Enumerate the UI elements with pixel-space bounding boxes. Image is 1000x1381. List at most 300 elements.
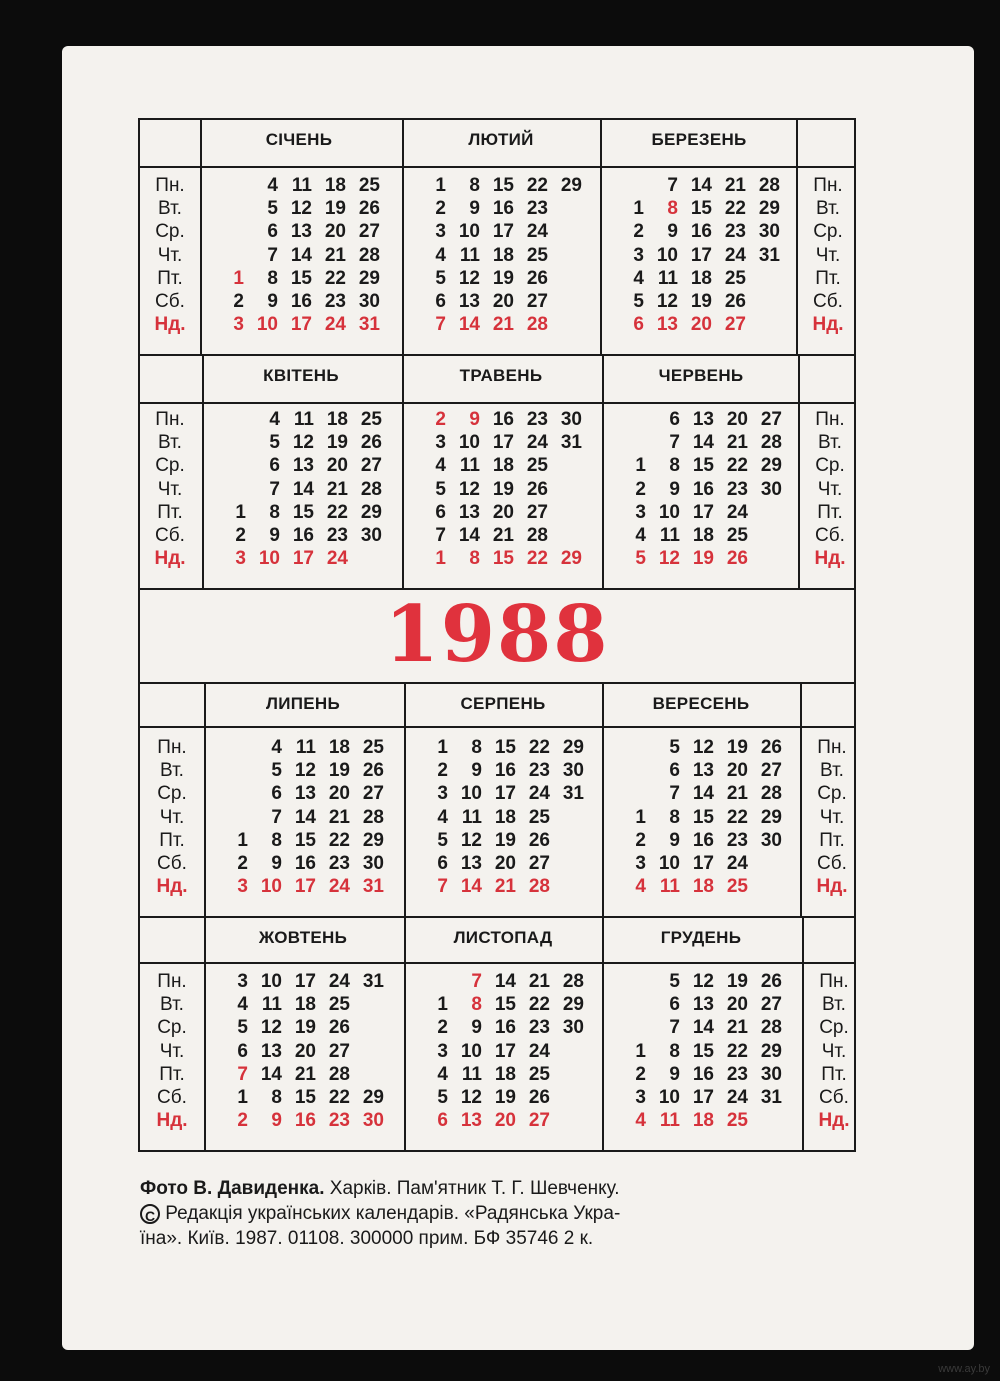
day-number: 1 (437, 994, 448, 1016)
week-row (418, 782, 598, 805)
photo-credit: Фото В. Давиденка. (140, 1178, 325, 1199)
day-number: 25 (526, 455, 548, 477)
weekday-label: Нд. (812, 314, 844, 336)
day-number: 10 (260, 971, 282, 992)
day-number: 18 (328, 737, 350, 758)
day-number: 30 (562, 1017, 584, 1039)
day-number: 31 (358, 314, 380, 336)
day-number: 21 (726, 432, 748, 454)
day-number: 19 (690, 290, 712, 312)
week-row (416, 313, 596, 336)
day-number: 4 (635, 876, 646, 898)
day-number: 1 (633, 198, 644, 220)
week-row (218, 970, 398, 993)
day-number: 25 (360, 409, 382, 430)
weekday-labels-left (142, 970, 202, 1132)
week-row (218, 852, 398, 875)
day-number: 19 (726, 971, 748, 992)
day-number: 20 (726, 409, 748, 430)
day-number: 26 (526, 478, 548, 500)
day-number: 5 (437, 829, 448, 851)
day-number: 25 (362, 737, 384, 758)
day-number: 7 (271, 806, 282, 828)
day-number: 14 (292, 478, 314, 500)
week-row (614, 174, 794, 197)
weekday-label: Пн. (813, 175, 843, 196)
week-row (616, 431, 796, 454)
day-number: 14 (290, 244, 312, 266)
week-row (418, 736, 598, 759)
day-number: 26 (526, 267, 548, 289)
day-number: 30 (362, 1110, 384, 1132)
month-name: ГРУДЕНЬ (660, 928, 742, 947)
week-row (214, 267, 394, 290)
weekday-label: Ср. (155, 221, 185, 243)
month-name: ЛЮТИЙ (468, 130, 534, 149)
month-name: ЧЕРВЕНЬ (658, 366, 744, 385)
day-number: 31 (362, 971, 384, 992)
day-number: 4 (437, 1063, 448, 1085)
week-row (616, 806, 796, 829)
weekday-label: Нд. (814, 548, 846, 570)
week-row (416, 431, 596, 454)
day-number: 12 (692, 737, 714, 758)
week-row (218, 759, 398, 782)
week-row (218, 1040, 398, 1063)
day-number: 12 (290, 198, 312, 220)
month-days (218, 970, 398, 1132)
week-row (616, 501, 796, 524)
day-number: 21 (294, 1063, 316, 1085)
weekday-label: Пт. (817, 501, 843, 523)
week-row (616, 1063, 796, 1086)
day-number: 2 (437, 1017, 448, 1039)
day-number: 6 (669, 760, 680, 782)
day-number: 29 (360, 501, 382, 523)
day-number: 8 (469, 175, 480, 196)
day-number: 1 (237, 1086, 248, 1108)
day-number: 26 (528, 1086, 550, 1108)
day-number: 7 (435, 524, 446, 546)
day-number: 12 (294, 760, 316, 782)
day-number: 25 (726, 876, 748, 898)
weekday-label: Пт. (157, 267, 183, 289)
day-number: 30 (760, 829, 782, 851)
day-number: 20 (494, 1110, 516, 1132)
day-number: 18 (294, 994, 316, 1016)
day-number: 30 (760, 478, 782, 500)
day-number: 3 (437, 783, 448, 805)
week-row (616, 852, 796, 875)
weekday-label: Чт. (157, 244, 183, 266)
day-number: 1 (435, 548, 446, 570)
day-number: 29 (562, 737, 584, 758)
week-row (218, 782, 398, 805)
week-row (616, 759, 796, 782)
day-number: 26 (726, 548, 748, 570)
day-number: 29 (362, 1086, 384, 1108)
weekday-label: Ср. (819, 1017, 849, 1039)
day-number: 21 (726, 1017, 748, 1039)
day-number: 25 (726, 524, 748, 546)
photo-caption: Харків. Пам'ятник Т. Г. Шевченку. (324, 1178, 620, 1199)
weekday-label: Чт. (815, 244, 841, 266)
day-number: 11 (461, 1063, 482, 1085)
day-number: 17 (494, 1040, 516, 1062)
day-number: 25 (724, 267, 746, 289)
day-number: 20 (492, 290, 514, 312)
day-number: 2 (233, 290, 244, 312)
day-number: 12 (458, 267, 480, 289)
day-number: 24 (328, 971, 350, 992)
day-number: 3 (635, 501, 646, 523)
day-number: 18 (494, 1063, 516, 1085)
day-number: 22 (526, 175, 548, 196)
day-number: 10 (658, 1086, 680, 1108)
day-number: 29 (760, 455, 782, 477)
day-number: 3 (237, 971, 248, 992)
day-number: 3 (635, 1086, 646, 1108)
day-number: 1 (635, 806, 646, 828)
day-number: 2 (633, 221, 644, 243)
week-row (418, 875, 598, 898)
day-number: 8 (267, 267, 278, 289)
day-number: 22 (724, 198, 746, 220)
day-number: 12 (260, 1017, 282, 1039)
weekday-labels-right (804, 970, 864, 1132)
day-number: 3 (437, 1040, 448, 1062)
day-number: 26 (724, 290, 746, 312)
week-row (214, 220, 394, 243)
day-number: 29 (758, 198, 780, 220)
day-number: 4 (633, 267, 644, 289)
month-days (216, 408, 396, 570)
day-number: 14 (460, 876, 482, 898)
day-number: 29 (760, 806, 782, 828)
day-number: 5 (669, 737, 680, 758)
day-number: 1 (635, 455, 646, 477)
day-number: 22 (328, 1086, 350, 1108)
day-number: 29 (362, 829, 384, 851)
day-number: 23 (328, 1110, 350, 1132)
day-number: 24 (324, 314, 346, 336)
week-row (614, 290, 794, 313)
day-number: 23 (726, 829, 748, 851)
weekday-label: Чт. (157, 478, 183, 500)
month-days (616, 970, 796, 1132)
day-number: 8 (469, 548, 480, 570)
weekday-label: Чт. (817, 478, 843, 500)
month-name: СІЧЕНЬ (265, 130, 333, 149)
day-number: 11 (461, 806, 482, 828)
day-number: 8 (667, 198, 678, 220)
month-name: ТРАВЕНЬ (459, 366, 543, 385)
day-number: 17 (692, 852, 714, 874)
day-number: 25 (726, 1110, 748, 1132)
day-number: 11 (657, 267, 678, 289)
day-number: 7 (669, 783, 680, 805)
day-number: 2 (237, 852, 248, 874)
day-number: 13 (460, 852, 482, 874)
day-number: 27 (528, 1110, 550, 1132)
weekday-label: Вт. (822, 994, 846, 1016)
day-number: 30 (560, 409, 582, 430)
day-number: 8 (271, 829, 282, 851)
watermark: www.ay.by (938, 1363, 990, 1375)
week-row (214, 313, 394, 336)
day-number: 20 (726, 994, 748, 1016)
day-number: 14 (692, 432, 714, 454)
week-row (616, 1109, 796, 1132)
day-number: 15 (294, 1086, 316, 1108)
day-number: 21 (724, 175, 746, 196)
day-number: 29 (562, 994, 584, 1016)
day-number: 1 (635, 1040, 646, 1062)
day-number: 10 (458, 221, 480, 243)
day-number: 25 (358, 175, 380, 196)
day-number: 13 (458, 501, 480, 523)
day-number: 11 (659, 1110, 680, 1132)
week-row (616, 970, 796, 993)
week-row (218, 993, 398, 1016)
day-number: 18 (692, 876, 714, 898)
weekday-label: Чт. (819, 806, 845, 828)
weekday-label: Вт. (158, 198, 182, 220)
day-number: 27 (360, 455, 382, 477)
day-number: 30 (362, 852, 384, 874)
day-number: 9 (669, 1063, 680, 1085)
day-number: 27 (328, 1040, 350, 1062)
day-number: 10 (658, 852, 680, 874)
month-days (418, 736, 598, 898)
week-row (418, 970, 598, 993)
day-number: 20 (328, 783, 350, 805)
week-row (214, 197, 394, 220)
day-number: 28 (760, 432, 782, 454)
week-row (216, 431, 396, 454)
day-number: 5 (435, 478, 446, 500)
day-number: 30 (758, 221, 780, 243)
weekday-labels-right (802, 736, 862, 898)
day-number: 2 (237, 1110, 248, 1132)
day-number: 24 (526, 432, 548, 454)
day-number: 23 (526, 409, 548, 430)
week-row (616, 408, 796, 431)
day-number: 25 (528, 806, 550, 828)
day-number: 24 (726, 501, 748, 523)
day-number: 7 (435, 314, 446, 336)
day-number: 6 (669, 409, 680, 430)
day-number: 20 (324, 221, 346, 243)
week-row (416, 501, 596, 524)
day-number: 2 (435, 409, 446, 430)
day-number: 11 (459, 244, 480, 266)
week-row (216, 408, 396, 431)
week-row (218, 806, 398, 829)
day-number: 20 (726, 760, 748, 782)
day-number: 19 (726, 737, 748, 758)
weekday-labels-right (800, 408, 860, 570)
day-number: 16 (692, 829, 714, 851)
day-number: 28 (760, 1017, 782, 1039)
day-number: 13 (460, 1110, 482, 1132)
weekday-label: Чт. (821, 1040, 847, 1062)
day-number: 18 (492, 455, 514, 477)
week-row (214, 290, 394, 313)
day-number: 15 (492, 175, 514, 196)
week-row (418, 1016, 598, 1039)
day-number: 22 (726, 455, 748, 477)
day-number: 2 (635, 478, 646, 500)
day-number: 18 (326, 409, 348, 430)
day-number: 5 (269, 432, 280, 454)
day-number: 24 (528, 1040, 550, 1062)
day-number: 15 (692, 806, 714, 828)
day-number: 16 (294, 852, 316, 874)
day-number: 23 (526, 198, 548, 220)
weekday-label: Ср. (815, 455, 845, 477)
day-number: 17 (492, 432, 514, 454)
day-number: 6 (435, 290, 446, 312)
week-row (418, 852, 598, 875)
day-number: 19 (492, 267, 514, 289)
day-number: 11 (291, 175, 312, 196)
weekday-label: Сб. (155, 290, 185, 312)
day-number: 22 (324, 267, 346, 289)
day-number: 10 (656, 244, 678, 266)
week-row (416, 244, 596, 267)
weekday-label: Пн. (817, 737, 847, 758)
day-number: 16 (290, 290, 312, 312)
day-number: 27 (526, 501, 548, 523)
week-row (418, 759, 598, 782)
day-number: 20 (690, 314, 712, 336)
day-number: 3 (435, 432, 446, 454)
day-number: 24 (328, 876, 350, 898)
day-number: 4 (437, 806, 448, 828)
weekday-label: Вт. (816, 198, 840, 220)
day-number: 29 (358, 267, 380, 289)
day-number: 9 (471, 760, 482, 782)
footer-text (140, 1176, 860, 1251)
day-number: 22 (528, 737, 550, 758)
day-number: 27 (528, 852, 550, 874)
day-number: 19 (326, 432, 348, 454)
week-row (416, 174, 596, 197)
day-number: 28 (328, 1063, 350, 1085)
copyright-icon: C (140, 1204, 160, 1224)
day-number: 13 (656, 314, 678, 336)
day-number: 9 (267, 290, 278, 312)
day-number: 31 (760, 1086, 782, 1108)
day-number: 30 (358, 290, 380, 312)
day-number: 9 (469, 198, 480, 220)
month-name: ЖОВТЕНЬ (258, 928, 348, 947)
month-name: ВЕРЕСЕНЬ (652, 694, 750, 713)
day-number: 13 (294, 783, 316, 805)
day-number: 6 (633, 314, 644, 336)
day-number: 11 (659, 876, 680, 898)
day-number: 26 (358, 198, 380, 220)
day-number: 31 (758, 244, 780, 266)
day-number: 18 (692, 1110, 714, 1132)
week-row (416, 220, 596, 243)
day-number: 8 (669, 806, 680, 828)
day-number: 12 (658, 548, 680, 570)
day-number: 5 (267, 198, 278, 220)
day-number: 3 (233, 314, 244, 336)
day-number: 19 (692, 548, 714, 570)
publisher-line-2: їна». Київ. 1987. 01108. 300000 прим. БФ 35746 2 к. (140, 1228, 594, 1249)
day-number: 9 (669, 478, 680, 500)
day-number: 24 (726, 1086, 748, 1108)
week-row (616, 829, 796, 852)
day-number: 28 (760, 783, 782, 805)
day-number: 28 (528, 876, 550, 898)
day-number: 28 (360, 478, 382, 500)
day-number: 23 (724, 221, 746, 243)
weekday-label: Вт. (158, 432, 182, 454)
day-number: 15 (294, 829, 316, 851)
day-number: 24 (528, 783, 550, 805)
day-number: 16 (690, 221, 712, 243)
week-row (418, 806, 598, 829)
day-number: 23 (328, 852, 350, 874)
day-number: 13 (292, 455, 314, 477)
day-number: 11 (659, 524, 680, 546)
week-row (616, 524, 796, 547)
day-number: 6 (269, 455, 280, 477)
day-number: 25 (526, 244, 548, 266)
day-number: 14 (458, 314, 480, 336)
day-number: 16 (492, 409, 514, 430)
week-row (218, 1063, 398, 1086)
day-number: 8 (669, 455, 680, 477)
weekday-label: Чт. (159, 1040, 185, 1062)
day-number: 13 (692, 994, 714, 1016)
weekday-label: Сб. (813, 290, 843, 312)
week-row (416, 524, 596, 547)
day-number: 18 (494, 806, 516, 828)
day-number: 18 (690, 267, 712, 289)
week-row (416, 547, 596, 570)
weekday-label: Пн. (157, 971, 187, 992)
day-number: 23 (726, 478, 748, 500)
weekday-label: Ср. (813, 221, 843, 243)
weekday-label: Пт. (159, 1063, 185, 1085)
publisher-line: Редакція українських календарів. «Радянська Укра- (160, 1203, 621, 1224)
day-number: 24 (326, 548, 348, 570)
weekday-label: Пт. (819, 829, 845, 851)
week-row (614, 267, 794, 290)
day-number: 12 (692, 971, 714, 992)
day-number: 18 (492, 244, 514, 266)
day-number: 19 (294, 1017, 316, 1039)
year-title: 1988 (384, 589, 610, 680)
month-name: СЕРПЕНЬ (460, 694, 546, 713)
weekday-label: Чт. (159, 806, 185, 828)
day-number: 21 (324, 244, 346, 266)
day-number: 29 (560, 175, 582, 196)
month-days (214, 174, 394, 336)
day-number: 7 (269, 478, 280, 500)
month-name: ЛИСТОПАД (453, 928, 553, 947)
day-number: 17 (294, 971, 316, 992)
day-number: 28 (758, 175, 780, 196)
day-number: 6 (237, 1040, 248, 1062)
day-number: 3 (635, 852, 646, 874)
week-row (416, 454, 596, 477)
